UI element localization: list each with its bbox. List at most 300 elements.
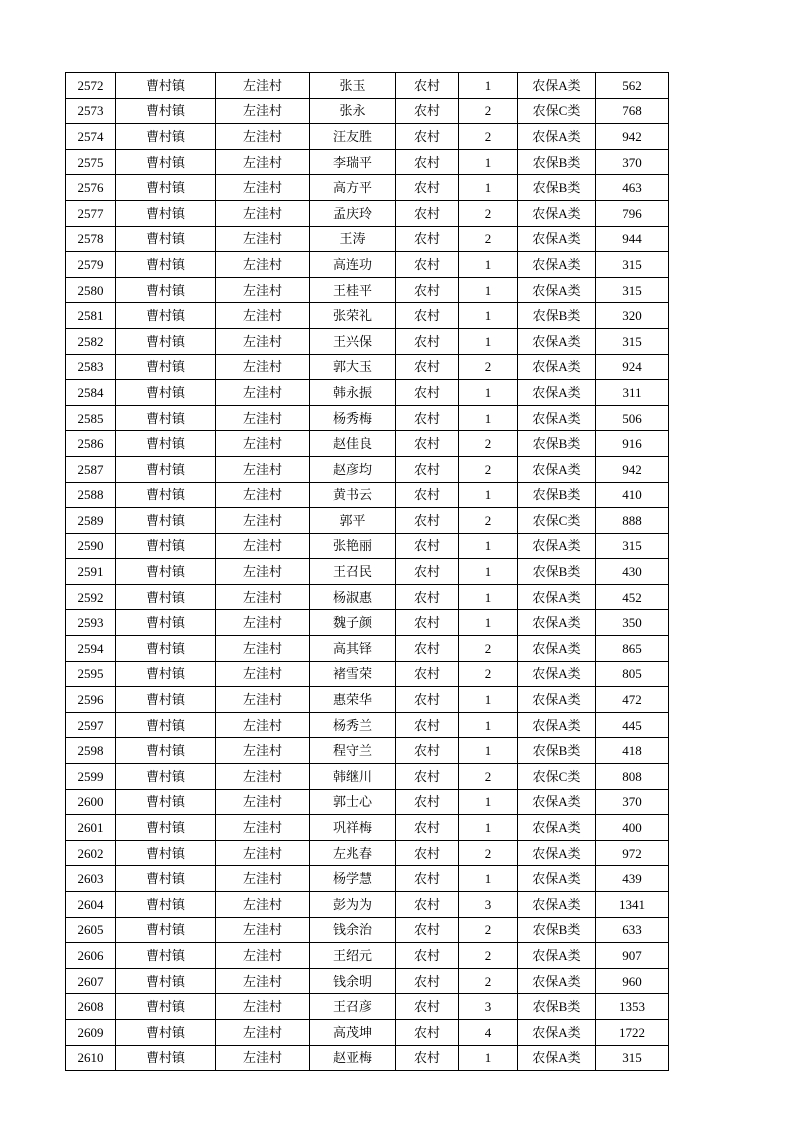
table-row [66, 636, 669, 662]
cell-serial: 2602 [66, 840, 116, 866]
cell-amount: 320 [596, 303, 669, 329]
cell-village: 左洼村 [216, 917, 310, 943]
cell-town: 曹村镇 [116, 661, 216, 687]
table-row [66, 533, 669, 559]
cell-residence-type: 农村 [396, 303, 459, 329]
table-row [66, 1045, 669, 1071]
cell-serial: 2607 [66, 968, 116, 994]
table-row [66, 149, 669, 175]
cell-village: 左洼村 [216, 840, 310, 866]
cell-name: 郭大玉 [310, 354, 396, 380]
cell-insurance-category: 农保A类 [518, 610, 596, 636]
cell-insurance-category: 农保A类 [518, 380, 596, 406]
cell-town: 曹村镇 [116, 789, 216, 815]
table-row [66, 303, 669, 329]
cell-village: 左洼村 [216, 584, 310, 610]
cell-amount: 370 [596, 789, 669, 815]
cell-insurance-category: 农保A类 [518, 456, 596, 482]
cell-town: 曹村镇 [116, 636, 216, 662]
cell-serial: 2583 [66, 354, 116, 380]
cell-insurance-category: 农保B类 [518, 559, 596, 585]
cell-village: 左洼村 [216, 431, 310, 457]
cell-name: 钱余明 [310, 968, 396, 994]
cell-amount: 907 [596, 943, 669, 969]
cell-amount: 315 [596, 533, 669, 559]
cell-person-count: 1 [459, 687, 518, 713]
table-row [66, 354, 669, 380]
cell-village: 左洼村 [216, 687, 310, 713]
cell-town: 曹村镇 [116, 303, 216, 329]
cell-town: 曹村镇 [116, 149, 216, 175]
cell-town: 曹村镇 [116, 405, 216, 431]
cell-village: 左洼村 [216, 149, 310, 175]
cell-town: 曹村镇 [116, 98, 216, 124]
cell-serial: 2582 [66, 328, 116, 354]
cell-person-count: 2 [459, 431, 518, 457]
cell-town: 曹村镇 [116, 610, 216, 636]
cell-town: 曹村镇 [116, 866, 216, 892]
cell-serial: 2608 [66, 994, 116, 1020]
cell-insurance-category: 农保A类 [518, 277, 596, 303]
cell-insurance-category: 农保B类 [518, 303, 596, 329]
cell-insurance-category: 农保A类 [518, 661, 596, 687]
cell-amount: 942 [596, 456, 669, 482]
cell-town: 曹村镇 [116, 917, 216, 943]
cell-town: 曹村镇 [116, 73, 216, 99]
cell-village: 左洼村 [216, 508, 310, 534]
cell-insurance-category: 农保A类 [518, 815, 596, 841]
cell-amount: 472 [596, 687, 669, 713]
cell-insurance-category: 农保A类 [518, 124, 596, 150]
cell-serial: 2597 [66, 712, 116, 738]
cell-town: 曹村镇 [116, 533, 216, 559]
cell-insurance-category: 农保A类 [518, 968, 596, 994]
table-row [66, 661, 669, 687]
cell-insurance-category: 农保A类 [518, 943, 596, 969]
cell-insurance-category: 农保A类 [518, 712, 596, 738]
cell-serial: 2581 [66, 303, 116, 329]
cell-name: 褚雪荣 [310, 661, 396, 687]
cell-village: 左洼村 [216, 533, 310, 559]
cell-residence-type: 农村 [396, 738, 459, 764]
cell-residence-type: 农村 [396, 533, 459, 559]
cell-name: 张荣礼 [310, 303, 396, 329]
table-row [66, 712, 669, 738]
table-row [66, 968, 669, 994]
cell-insurance-category: 农保A类 [518, 840, 596, 866]
cell-town: 曹村镇 [116, 200, 216, 226]
cell-village: 左洼村 [216, 738, 310, 764]
cell-name: 赵亚梅 [310, 1045, 396, 1071]
cell-amount: 445 [596, 712, 669, 738]
cell-residence-type: 农村 [396, 559, 459, 585]
cell-village: 左洼村 [216, 968, 310, 994]
cell-serial: 2577 [66, 200, 116, 226]
cell-residence-type: 农村 [396, 354, 459, 380]
table-row [66, 226, 669, 252]
cell-village: 左洼村 [216, 712, 310, 738]
cell-town: 曹村镇 [116, 482, 216, 508]
table-row [66, 277, 669, 303]
cell-insurance-category: 农保A类 [518, 584, 596, 610]
cell-insurance-category: 农保B类 [518, 994, 596, 1020]
cell-serial: 2605 [66, 917, 116, 943]
cell-town: 曹村镇 [116, 584, 216, 610]
cell-person-count: 1 [459, 866, 518, 892]
cell-insurance-category: 农保A类 [518, 892, 596, 918]
cell-serial: 2579 [66, 252, 116, 278]
cell-name: 郭士心 [310, 789, 396, 815]
cell-person-count: 2 [459, 764, 518, 790]
cell-town: 曹村镇 [116, 508, 216, 534]
table-row [66, 840, 669, 866]
cell-insurance-category: 农保A类 [518, 533, 596, 559]
cell-serial: 2575 [66, 149, 116, 175]
cell-residence-type: 农村 [396, 277, 459, 303]
cell-name: 韩永振 [310, 380, 396, 406]
cell-amount: 805 [596, 661, 669, 687]
cell-amount: 972 [596, 840, 669, 866]
cell-town: 曹村镇 [116, 1019, 216, 1045]
cell-residence-type: 农村 [396, 994, 459, 1020]
cell-name: 王召彦 [310, 994, 396, 1020]
cell-insurance-category: 农保B类 [518, 738, 596, 764]
cell-town: 曹村镇 [116, 431, 216, 457]
cell-amount: 350 [596, 610, 669, 636]
cell-amount: 418 [596, 738, 669, 764]
cell-insurance-category: 农保B类 [518, 917, 596, 943]
cell-insurance-category: 农保A类 [518, 200, 596, 226]
cell-town: 曹村镇 [116, 175, 216, 201]
cell-name: 孟庆玲 [310, 200, 396, 226]
cell-person-count: 2 [459, 456, 518, 482]
cell-village: 左洼村 [216, 354, 310, 380]
table-row [66, 200, 669, 226]
cell-town: 曹村镇 [116, 328, 216, 354]
cell-name: 钱余治 [310, 917, 396, 943]
cell-serial: 2586 [66, 431, 116, 457]
cell-amount: 888 [596, 508, 669, 534]
cell-serial: 2589 [66, 508, 116, 534]
cell-insurance-category: 农保A类 [518, 1019, 596, 1045]
cell-amount: 924 [596, 354, 669, 380]
cell-person-count: 2 [459, 226, 518, 252]
cell-village: 左洼村 [216, 73, 310, 99]
cell-amount: 960 [596, 968, 669, 994]
cell-person-count: 1 [459, 738, 518, 764]
cell-town: 曹村镇 [116, 943, 216, 969]
cell-person-count: 2 [459, 917, 518, 943]
cell-person-count: 1 [459, 712, 518, 738]
cell-village: 左洼村 [216, 789, 310, 815]
cell-person-count: 1 [459, 1045, 518, 1071]
table-row [66, 175, 669, 201]
cell-residence-type: 农村 [396, 840, 459, 866]
cell-person-count: 1 [459, 175, 518, 201]
cell-serial: 2593 [66, 610, 116, 636]
cell-town: 曹村镇 [116, 559, 216, 585]
cell-village: 左洼村 [216, 456, 310, 482]
cell-person-count: 1 [459, 405, 518, 431]
cell-name: 惠荣华 [310, 687, 396, 713]
cell-person-count: 2 [459, 200, 518, 226]
cell-insurance-category: 农保A类 [518, 73, 596, 99]
table-row [66, 559, 669, 585]
cell-name: 王绍元 [310, 943, 396, 969]
cell-person-count: 3 [459, 994, 518, 1020]
cell-name: 王兴保 [310, 328, 396, 354]
cell-town: 曹村镇 [116, 277, 216, 303]
cell-residence-type: 农村 [396, 405, 459, 431]
cell-residence-type: 农村 [396, 610, 459, 636]
cell-person-count: 1 [459, 533, 518, 559]
cell-village: 左洼村 [216, 252, 310, 278]
cell-village: 左洼村 [216, 226, 310, 252]
cell-person-count: 1 [459, 815, 518, 841]
cell-village: 左洼村 [216, 892, 310, 918]
cell-insurance-category: 农保A类 [518, 636, 596, 662]
cell-person-count: 2 [459, 968, 518, 994]
cell-residence-type: 农村 [396, 508, 459, 534]
cell-amount: 400 [596, 815, 669, 841]
cell-insurance-category: 农保A类 [518, 866, 596, 892]
table-row [66, 405, 669, 431]
cell-residence-type: 农村 [396, 789, 459, 815]
cell-town: 曹村镇 [116, 380, 216, 406]
cell-amount: 562 [596, 73, 669, 99]
table-row [66, 456, 669, 482]
cell-village: 左洼村 [216, 1045, 310, 1071]
cell-serial: 2580 [66, 277, 116, 303]
cell-person-count: 3 [459, 892, 518, 918]
cell-serial: 2592 [66, 584, 116, 610]
cell-town: 曹村镇 [116, 712, 216, 738]
cell-village: 左洼村 [216, 380, 310, 406]
cell-residence-type: 农村 [396, 328, 459, 354]
cell-serial: 2606 [66, 943, 116, 969]
table-row [66, 687, 669, 713]
cell-serial: 2598 [66, 738, 116, 764]
cell-amount: 430 [596, 559, 669, 585]
cell-name: 杨秀兰 [310, 712, 396, 738]
cell-person-count: 4 [459, 1019, 518, 1045]
cell-name: 王召民 [310, 559, 396, 585]
cell-insurance-category: 农保C类 [518, 508, 596, 534]
cell-residence-type: 农村 [396, 252, 459, 278]
cell-name: 汪友胜 [310, 124, 396, 150]
cell-insurance-category: 农保B类 [518, 175, 596, 201]
cell-name: 赵佳良 [310, 431, 396, 457]
cell-village: 左洼村 [216, 175, 310, 201]
cell-name: 赵彦均 [310, 456, 396, 482]
cell-amount: 315 [596, 277, 669, 303]
cell-insurance-category: 农保A类 [518, 1045, 596, 1071]
table-row [66, 917, 669, 943]
document-page [65, 72, 669, 1071]
cell-name: 韩继川 [310, 764, 396, 790]
cell-amount: 916 [596, 431, 669, 457]
cell-village: 左洼村 [216, 661, 310, 687]
cell-insurance-category: 农保A类 [518, 405, 596, 431]
cell-amount: 1341 [596, 892, 669, 918]
cell-town: 曹村镇 [116, 815, 216, 841]
cell-town: 曹村镇 [116, 226, 216, 252]
cell-village: 左洼村 [216, 559, 310, 585]
cell-serial: 2572 [66, 73, 116, 99]
cell-serial: 2610 [66, 1045, 116, 1071]
cell-insurance-category: 农保B类 [518, 482, 596, 508]
cell-town: 曹村镇 [116, 456, 216, 482]
cell-person-count: 1 [459, 789, 518, 815]
cell-town: 曹村镇 [116, 968, 216, 994]
cell-residence-type: 农村 [396, 636, 459, 662]
cell-name: 王桂平 [310, 277, 396, 303]
cell-serial: 2599 [66, 764, 116, 790]
cell-town: 曹村镇 [116, 738, 216, 764]
cell-village: 左洼村 [216, 1019, 310, 1045]
cell-serial: 2595 [66, 661, 116, 687]
cell-amount: 410 [596, 482, 669, 508]
table-row [66, 892, 669, 918]
cell-town: 曹村镇 [116, 252, 216, 278]
cell-person-count: 1 [459, 277, 518, 303]
cell-serial: 2590 [66, 533, 116, 559]
cell-town: 曹村镇 [116, 892, 216, 918]
cell-insurance-category: 农保A类 [518, 252, 596, 278]
cell-insurance-category: 农保A类 [518, 328, 596, 354]
table-row [66, 610, 669, 636]
cell-person-count: 2 [459, 508, 518, 534]
cell-insurance-category: 农保A类 [518, 687, 596, 713]
table-row [66, 943, 669, 969]
cell-amount: 1722 [596, 1019, 669, 1045]
cell-village: 左洼村 [216, 200, 310, 226]
cell-person-count: 2 [459, 98, 518, 124]
cell-amount: 768 [596, 98, 669, 124]
cell-residence-type: 农村 [396, 764, 459, 790]
cell-person-count: 1 [459, 73, 518, 99]
cell-amount: 506 [596, 405, 669, 431]
cell-residence-type: 农村 [396, 149, 459, 175]
cell-name: 高茂坤 [310, 1019, 396, 1045]
cell-name: 高连功 [310, 252, 396, 278]
cell-person-count: 2 [459, 943, 518, 969]
cell-amount: 944 [596, 226, 669, 252]
cell-village: 左洼村 [216, 405, 310, 431]
cell-amount: 439 [596, 866, 669, 892]
cell-name: 高方平 [310, 175, 396, 201]
cell-person-count: 1 [459, 610, 518, 636]
cell-serial: 2576 [66, 175, 116, 201]
cell-person-count: 2 [459, 354, 518, 380]
cell-name: 高其铎 [310, 636, 396, 662]
cell-insurance-category: 农保A类 [518, 789, 596, 815]
cell-amount: 865 [596, 636, 669, 662]
cell-serial: 2609 [66, 1019, 116, 1045]
table-row [66, 124, 669, 150]
cell-village: 左洼村 [216, 610, 310, 636]
cell-serial: 2584 [66, 380, 116, 406]
cell-name: 张永 [310, 98, 396, 124]
cell-residence-type: 农村 [396, 175, 459, 201]
cell-amount: 315 [596, 1045, 669, 1071]
cell-person-count: 1 [459, 584, 518, 610]
cell-amount: 452 [596, 584, 669, 610]
cell-insurance-category: 农保A类 [518, 354, 596, 380]
cell-residence-type: 农村 [396, 661, 459, 687]
cell-name: 王涛 [310, 226, 396, 252]
cell-person-count: 1 [459, 303, 518, 329]
cell-village: 左洼村 [216, 98, 310, 124]
cell-name: 李瑞平 [310, 149, 396, 175]
cell-insurance-category: 农保A类 [518, 226, 596, 252]
cell-person-count: 2 [459, 840, 518, 866]
cell-village: 左洼村 [216, 764, 310, 790]
table-row [66, 508, 669, 534]
table-row [66, 328, 669, 354]
cell-village: 左洼村 [216, 277, 310, 303]
cell-residence-type: 农村 [396, 226, 459, 252]
table-row [66, 789, 669, 815]
cell-insurance-category: 农保B类 [518, 431, 596, 457]
cell-residence-type: 农村 [396, 124, 459, 150]
cell-amount: 463 [596, 175, 669, 201]
cell-serial: 2573 [66, 98, 116, 124]
cell-serial: 2596 [66, 687, 116, 713]
cell-residence-type: 农村 [396, 968, 459, 994]
cell-amount: 633 [596, 917, 669, 943]
cell-serial: 2603 [66, 866, 116, 892]
cell-serial: 2587 [66, 456, 116, 482]
cell-name: 杨淑惠 [310, 584, 396, 610]
cell-name: 杨学慧 [310, 866, 396, 892]
table-row [66, 73, 669, 99]
cell-person-count: 2 [459, 661, 518, 687]
cell-village: 左洼村 [216, 815, 310, 841]
cell-residence-type: 农村 [396, 431, 459, 457]
cell-name: 巩祥梅 [310, 815, 396, 841]
cell-serial: 2585 [66, 405, 116, 431]
cell-person-count: 2 [459, 636, 518, 662]
cell-person-count: 2 [459, 124, 518, 150]
cell-person-count: 1 [459, 252, 518, 278]
table-row [66, 380, 669, 406]
cell-amount: 1353 [596, 994, 669, 1020]
cell-name: 杨秀梅 [310, 405, 396, 431]
cell-town: 曹村镇 [116, 124, 216, 150]
cell-name: 程守兰 [310, 738, 396, 764]
cell-name: 魏子颜 [310, 610, 396, 636]
cell-name: 左兆春 [310, 840, 396, 866]
table-row [66, 1019, 669, 1045]
table-row [66, 764, 669, 790]
cell-residence-type: 农村 [396, 584, 459, 610]
table-row [66, 482, 669, 508]
table-row [66, 994, 669, 1020]
table-row [66, 431, 669, 457]
cell-amount: 808 [596, 764, 669, 790]
cell-amount: 796 [596, 200, 669, 226]
table-row [66, 738, 669, 764]
cell-name: 张玉 [310, 73, 396, 99]
cell-person-count: 1 [459, 559, 518, 585]
cell-residence-type: 农村 [396, 200, 459, 226]
cell-residence-type: 农村 [396, 482, 459, 508]
cell-name: 郭平 [310, 508, 396, 534]
cell-serial: 2578 [66, 226, 116, 252]
cell-residence-type: 农村 [396, 687, 459, 713]
cell-person-count: 1 [459, 149, 518, 175]
